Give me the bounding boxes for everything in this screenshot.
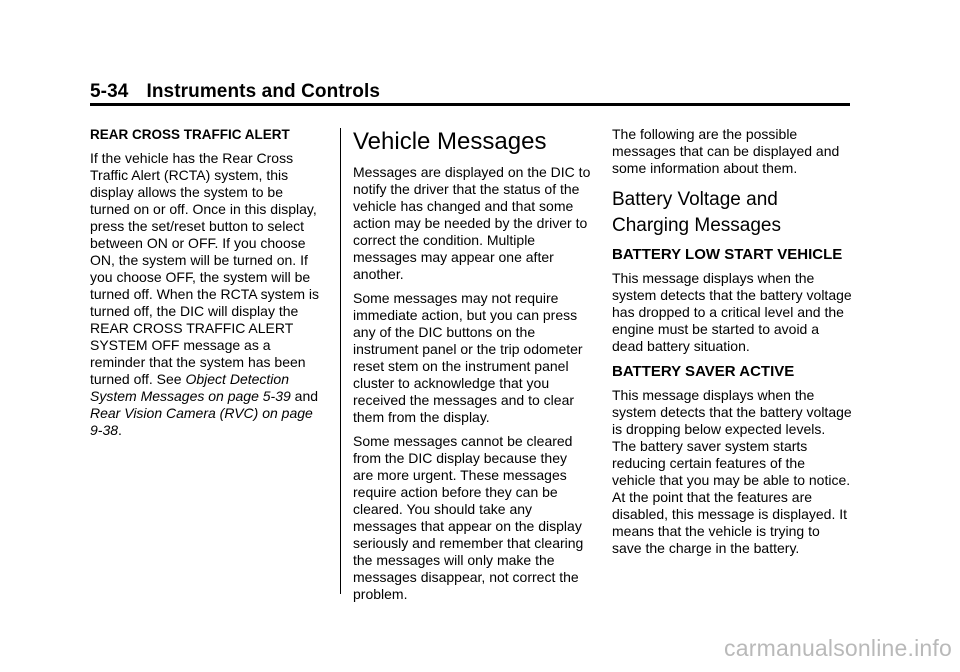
battery-voltage-heading: Battery Voltage and Charging Messages [612,189,781,236]
vehicle-messages-para-3: Some messages cannot be cleared from the DIC display because they are more urgent. These messages require action before they can be cleared. You should take any messages that appear on the display seriously and remember that clearing the messages will only make the messages disappear, not correct the problem. [353,433,584,602]
messages-intro: The following are the possible messages that can be displayed and some information about them. [612,126,840,176]
chapter-title: Instruments and Controls [146,81,381,102]
vehicle-messages-para-2: Some messages may not require immediate action, but you can press any of the DIC buttons on the instrument panel or the trip odometer reset stem on the instrument panel cluster to acknowledge that you received the messages and to clear them from the display. [353,290,583,425]
page-header [90,80,380,104]
page-number: 5-34 [90,81,129,102]
column-divider [340,128,341,594]
watermark: carmanualsonline.info [724,635,952,661]
header-rule [90,103,850,106]
vehicle-messages-para-1: Messages are displayed on the DIC to notify the driver that the status of the vehicle has changed and that some action may be needed by the driver to correct the condition. Multiple messages may appear one after another. [353,164,591,282]
column-middle [353,126,591,610]
battery-saver-active-heading: BATTERY SAVER ACTIVE [612,363,795,380]
xref-object-detection[interactable]: Object Detection System Messages on page 5-39 [90,371,291,404]
vehicle-messages-heading: Vehicle Messages [353,128,547,155]
battery-low-start-text: This message displays when the system detects that the battery voltage has dropped to a critical level and the engine must be started to avoid a dead battery situation. [612,270,852,354]
battery-saver-active-text: This message displays when the system detects that the battery voltage is dropping below expected levels. The battery saver system starts reducing certain features of the vehicle that you may be able to notice. At the point that the features are disabled, this message is displayed. It means that the vehicle is trying to save the charge in the battery. [612,387,852,556]
rear-cross-traffic-alert-heading: REAR CROSS TRAFFIC ALERT [90,127,290,142]
battery-low-start-heading: BATTERY LOW START VEHICLE [612,246,843,263]
xref-rear-vision-camera[interactable]: Rear Vision Camera (RVC) on page 9-38 [90,405,313,438]
rcta-paragraph: If the vehicle has the Rear Cross Traffic Alert (RCTA) system, this display allows the system to be turned on or off. Once in this display, press the set/reset button to select between ON or OFF. If you choose ON, the system will be turned on. If you choose OFF, the system will be turned off. When the RCTA system is turned off, the DIC will display the REAR CROSS TRAFFIC ALERT SYSTEM OFF message as a reminder that the system has been turned off. See Object Detection System Messages on page 5-39 and Rear Vision Camera (RVC) on page 9-38. [90,150,320,438]
column-right [612,126,852,564]
column-left [90,126,322,446]
